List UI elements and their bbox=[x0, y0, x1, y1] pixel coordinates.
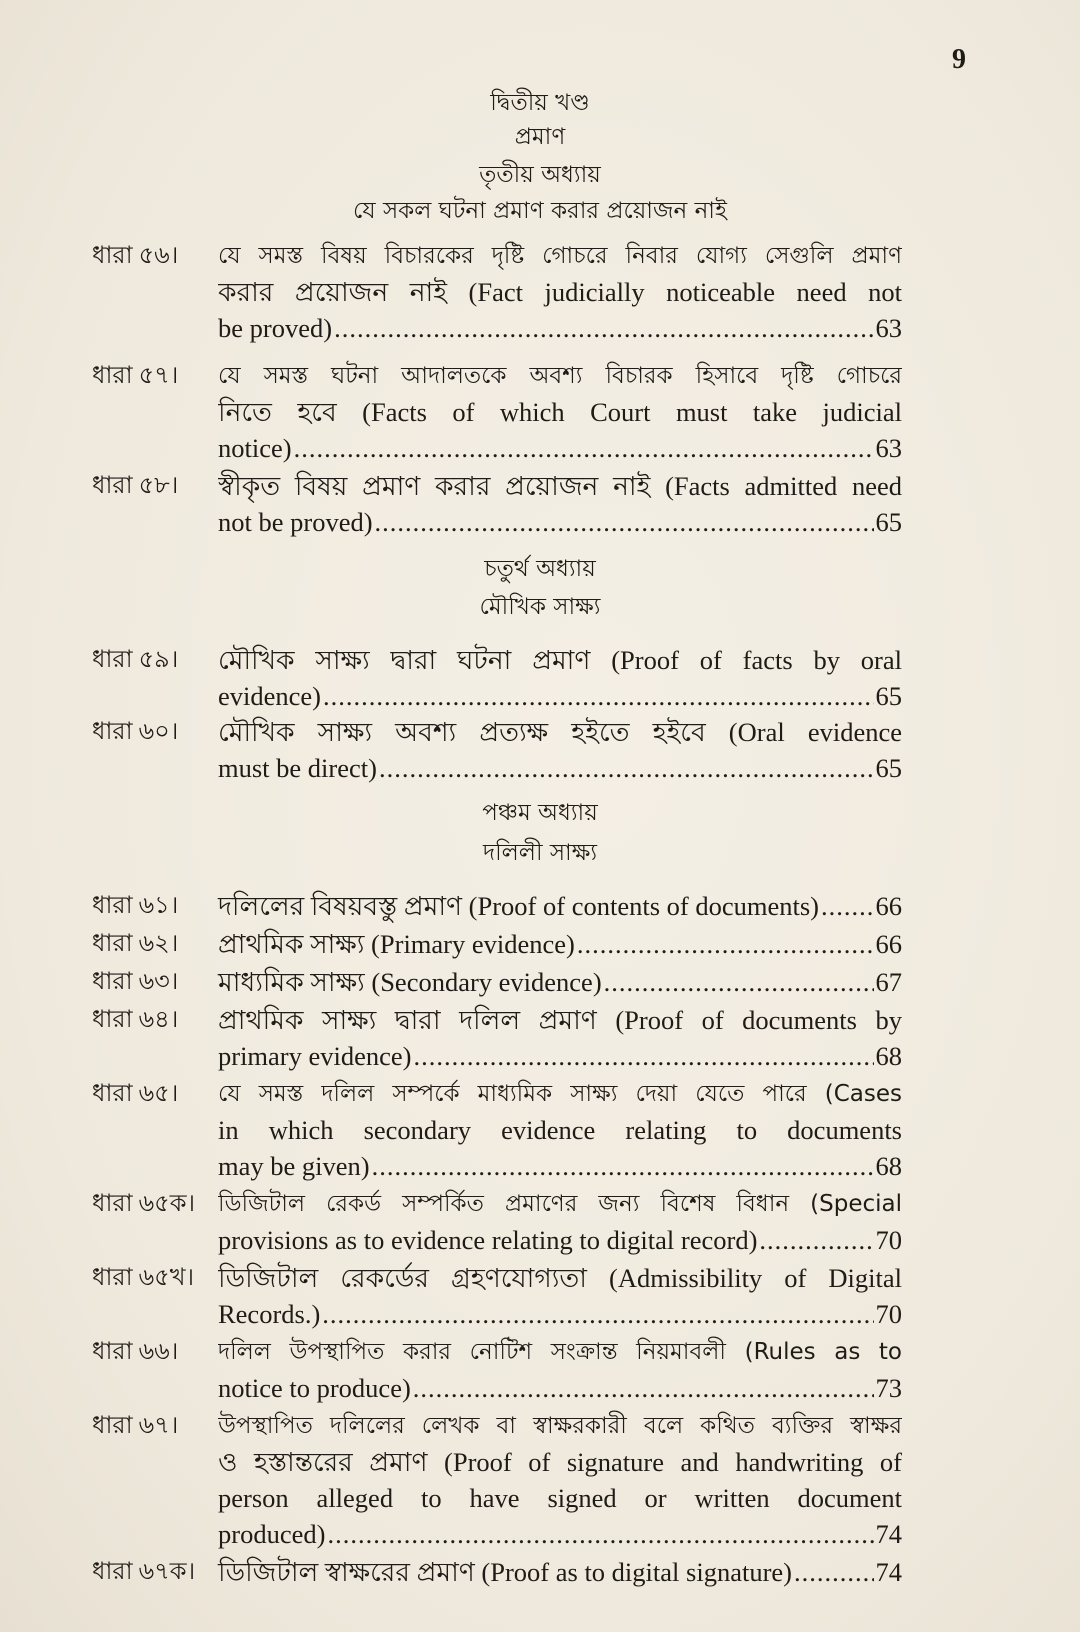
leader-dots bbox=[379, 750, 874, 786]
entry-page: 74 bbox=[875, 1519, 902, 1549]
leader-dots bbox=[334, 310, 873, 346]
section-number: ধারা ৬০। bbox=[92, 719, 179, 745]
entry-text-line: evidence) bbox=[218, 681, 321, 711]
leader-dots bbox=[375, 504, 874, 540]
leader-dots bbox=[759, 1222, 873, 1258]
section-number: ধারা ৬৪। bbox=[92, 1007, 179, 1033]
entry-text-line: স্বীকৃত বিষয় প্রমাণ করার প্রয়োজন নাই (Facts admitted need bbox=[218, 471, 902, 501]
leader-dots bbox=[294, 430, 874, 466]
entry-page: 63 bbox=[875, 313, 902, 343]
entry-text-line: যে সমস্ত বিষয় বিচারকের দৃষ্টি গোচরে নিবার যোগ্য সেগুলি প্রমাণ bbox=[218, 243, 902, 269]
page-number: 9 bbox=[952, 44, 966, 75]
leader-dots bbox=[577, 926, 874, 962]
section-number: ধারা ৫৭। bbox=[92, 363, 179, 389]
leader-dots bbox=[327, 1516, 873, 1552]
entry-page: 68 bbox=[875, 1041, 902, 1071]
entry-text-line: প্রাথমিক সাক্ষ্য দ্বারা দলিল প্রমাণ (Proof of documents by bbox=[218, 1005, 902, 1035]
entry-page: 67 bbox=[875, 967, 902, 997]
entry-text-line: notice to produce) bbox=[218, 1373, 411, 1403]
section-number: ধারা ৬৭ক। bbox=[92, 1559, 196, 1585]
entry-page: 66 bbox=[875, 929, 902, 959]
entry-text-line: মৌখিক সাক্ষ্য অবশ্য প্রত্যক্ষ হইতে হইবে (Oral evidence bbox=[218, 717, 902, 747]
leader-dots bbox=[372, 1148, 874, 1184]
leader-dots bbox=[323, 678, 874, 714]
leader-dots bbox=[322, 1296, 873, 1332]
entry-text-line: প্রাথমিক সাক্ষ্য (Primary evidence) bbox=[218, 929, 575, 959]
entry-text-line: ডিজিটাল রেকর্ড সম্পর্কিত প্রমাণের জন্য বিশেষ বিধান (Special bbox=[218, 1191, 902, 1217]
entry-text-line: not be proved) bbox=[218, 507, 373, 537]
leader-dots bbox=[414, 1038, 874, 1074]
part-heading: দ্বিতীয় খণ্ড bbox=[490, 90, 590, 116]
entry-page: 74 bbox=[875, 1557, 902, 1587]
section-number: ধারা ৬৬। bbox=[92, 1339, 179, 1365]
chapter3-subtitle: যে সকল ঘটনা প্রমাণ করার প্রয়োজন নাই bbox=[353, 198, 727, 224]
entry-page: 70 bbox=[875, 1299, 902, 1329]
chapter5-subtitle: দলিলী সাক্ষ্য bbox=[483, 840, 597, 866]
section-number: ধারা ৬৫। bbox=[92, 1081, 179, 1107]
entry-page: 65 bbox=[875, 681, 902, 711]
entry-text-line: notice) bbox=[218, 433, 292, 463]
entry-text-line: in which secondary evidence relating to documents bbox=[218, 1115, 902, 1145]
section-number: ধারা ৫৬। bbox=[92, 243, 179, 269]
chapter4-subtitle: মৌখিক সাক্ষ্য bbox=[479, 594, 601, 620]
entry-text-line: করার প্রয়োজন নাই (Fact judicially noticeable need not bbox=[218, 277, 902, 307]
section-number: ধারা ৬১। bbox=[92, 893, 179, 919]
chapter4-title: চতুর্থ অধ্যায় bbox=[484, 556, 596, 582]
leader-dots bbox=[821, 888, 874, 924]
entry-text-line: ডিজিটাল রেকর্ডের গ্রহণযোগ্যতা (Admissibility of Digital bbox=[218, 1263, 902, 1293]
entry-text-line: may be given) bbox=[218, 1151, 370, 1181]
entry-text-line: produced) bbox=[218, 1519, 326, 1549]
entry-page: 66 bbox=[875, 891, 902, 921]
entry-page: 73 bbox=[875, 1373, 902, 1403]
entry-text-line: যে সমস্ত দলিল সম্পর্কে মাধ্যমিক সাক্ষ্য দেয়া যেতে পারে (Cases bbox=[218, 1081, 902, 1107]
entry-text-line: primary evidence) bbox=[218, 1041, 412, 1071]
leader-dots bbox=[413, 1370, 874, 1406]
section-number: ধারা ৬৭। bbox=[92, 1413, 179, 1439]
entry-text-line: person alleged to have signed or written document bbox=[218, 1483, 902, 1513]
entry-text-line: দলিল উপস্থাপিত করার নোটিশ সংক্রান্ত নিয়মাবলী (Rules as to bbox=[218, 1339, 902, 1365]
entry-text-line: ও হস্তান্তরের প্রমাণ (Proof of signature and handwriting of bbox=[218, 1447, 902, 1477]
entry-text-line: provisions as to evidence relating to digital record) bbox=[218, 1225, 758, 1255]
entry-text-line: Records.) bbox=[218, 1299, 321, 1329]
entry-page: 65 bbox=[875, 507, 902, 537]
section-number: ধারা ৬৫ক। bbox=[92, 1191, 196, 1217]
section-number: ধারা ৬২। bbox=[92, 931, 179, 957]
section-number: ধারা ৫৯। bbox=[92, 647, 179, 673]
chapter5-title: পঞ্চম অধ্যায় bbox=[482, 800, 598, 826]
entry-text-line: must be direct) bbox=[218, 753, 377, 783]
entry-text-line: নিতে হবে (Facts of which Court must take judicial bbox=[218, 397, 902, 427]
section-number: ধারা ৬৫খ। bbox=[92, 1265, 195, 1291]
entry-page: 65 bbox=[875, 753, 902, 783]
entry-text-line: উপস্থাপিত দলিলের লেখক বা স্বাক্ষরকারী বলে কথিত ব্যক্তির স্বাক্ষর bbox=[218, 1413, 902, 1439]
entry-page: 63 bbox=[875, 433, 902, 463]
section-number: ধারা ৫৮। bbox=[92, 473, 179, 499]
entry-text-line: মৌখিক সাক্ষ্য দ্বারা ঘটনা প্রমাণ (Proof of facts by oral bbox=[218, 645, 902, 675]
section-number: ধারা ৬৩। bbox=[92, 969, 179, 995]
entry-text-line: ডিজিটাল স্বাক্ষরের প্রমাণ (Proof as to digital signature) bbox=[218, 1557, 792, 1587]
leader-dots bbox=[604, 964, 874, 1000]
entry-text-line: দলিলের বিষয়বস্তু প্রমাণ (Proof of contents of documents) bbox=[218, 891, 819, 921]
leader-dots bbox=[794, 1554, 874, 1590]
entry-text-line: be proved) bbox=[218, 313, 333, 343]
entry-text-line: যে সমস্ত ঘটনা আদালতকে অবশ্য বিচারক হিসাবে দৃষ্টি গোচরে bbox=[218, 363, 902, 389]
entry-text-line: মাধ্যমিক সাক্ষ্য (Secondary evidence) bbox=[218, 967, 602, 997]
entry-page: 68 bbox=[875, 1151, 902, 1181]
entry-page: 70 bbox=[875, 1225, 902, 1255]
chapter3-title: তৃতীয় অধ্যায় bbox=[479, 162, 601, 188]
part-title: প্রমাণ bbox=[514, 124, 566, 150]
